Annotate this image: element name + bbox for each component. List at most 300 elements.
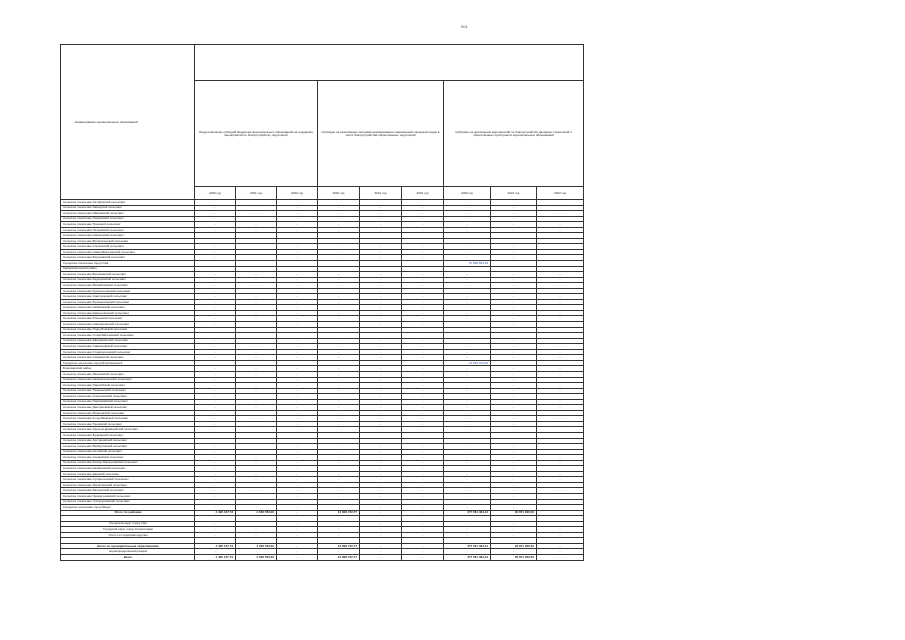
value-cell: - [195, 211, 236, 217]
value-cell: - [195, 355, 236, 361]
value-cell: - [318, 394, 360, 400]
value-cell: - [277, 444, 318, 450]
value-cell: - [360, 216, 402, 222]
value-cell: - [444, 394, 491, 400]
value-cell: - [236, 521, 277, 527]
municipality-name: Сельское поселение Пришибский сельсовет [61, 383, 195, 389]
value-cell: - [195, 471, 236, 477]
value-cell: - [402, 510, 444, 516]
value-cell: - [195, 383, 236, 389]
value-cell: - [318, 477, 360, 483]
value-cell: - [444, 532, 491, 538]
value-cell: - [195, 205, 236, 211]
year-header: 2022 год [537, 187, 584, 200]
value-cell: - [195, 488, 236, 494]
value-cell: - [277, 288, 318, 294]
value-cell: - [360, 505, 402, 511]
year-header: 2020 год [195, 187, 236, 200]
value-cell: - [402, 344, 444, 350]
value-cell: - [444, 444, 491, 450]
value-cell: - [402, 322, 444, 328]
value-cell: - [360, 272, 402, 278]
value-cell: - [236, 222, 277, 228]
value-cell: - [277, 249, 318, 255]
value-cell: - [236, 227, 277, 233]
municipality-name: Сельское поселение Базлыкский сельсовет [61, 488, 195, 494]
year-header: 2022 год [277, 187, 318, 200]
value-cell: - [236, 383, 277, 389]
value-cell: - [195, 444, 236, 450]
value-cell: - [402, 371, 444, 377]
value-cell: - [318, 255, 360, 261]
value-cell: - [444, 244, 491, 250]
value-cell: - [402, 216, 444, 222]
municipality-name: Сельское поселение Старобабичевский сельсовет [61, 333, 195, 339]
value-cell: - [537, 344, 584, 350]
value-cell: - [195, 299, 236, 305]
municipality-name: Сельское поселение Кучербаевский сельсовет [61, 416, 195, 422]
value-cell: - [537, 316, 584, 322]
value-cell: - [537, 205, 584, 211]
value-cell: - [491, 405, 537, 411]
value-cell: - [236, 338, 277, 344]
value-cell: - [491, 216, 537, 222]
value-cell: - [360, 488, 402, 494]
value-cell: - [318, 410, 360, 416]
value-cell: 4 495 447,73 [195, 555, 236, 561]
value-cell: - [360, 477, 402, 483]
value-cell: - [277, 255, 318, 261]
value-cell: - [402, 305, 444, 311]
value-cell: - [195, 366, 236, 372]
value-cell: - [491, 410, 537, 416]
value-cell: - [318, 466, 360, 472]
value-cell: - [444, 366, 491, 372]
value-cell: 47 525 470,00 [444, 360, 491, 366]
value-cell: - [318, 455, 360, 461]
value-cell: 10 828 472,77 [318, 555, 360, 561]
value-cell: - [360, 449, 402, 455]
value-cell: - [236, 482, 277, 488]
value-cell: - [537, 277, 584, 283]
value-cell: - [195, 410, 236, 416]
value-cell: - [402, 466, 444, 472]
value-cell: - [236, 322, 277, 328]
value-cell: 4 046 783,00 [236, 555, 277, 561]
value-cell: - [360, 416, 402, 422]
value-cell: - [444, 371, 491, 377]
value-cell: 4 046 783,00 [236, 543, 277, 549]
value-cell: - [318, 371, 360, 377]
year-header: 2020 год [318, 187, 360, 200]
value-cell: - [195, 527, 236, 533]
value-cell: - [277, 477, 318, 483]
value-cell: - [444, 355, 491, 361]
municipality-name: Сельское поселение Березовский сельсовет [61, 255, 195, 261]
municipality-name: Всего [61, 555, 195, 561]
value-cell: - [236, 277, 277, 283]
value-cell: - [537, 338, 584, 344]
value-cell: - [195, 394, 236, 400]
value-cell: - [360, 444, 402, 450]
value-cell: - [236, 255, 277, 261]
value-cell: - [537, 288, 584, 294]
value-cell: - [402, 355, 444, 361]
value-cell: - [277, 366, 318, 372]
value-cell: - [444, 277, 491, 283]
value-cell: - [491, 222, 537, 228]
value-cell: - [277, 222, 318, 228]
value-cell: - [277, 244, 318, 250]
value-cell: - [318, 405, 360, 411]
value-cell: - [402, 272, 444, 278]
value-cell: - [491, 310, 537, 316]
value-cell: - [360, 421, 402, 427]
value-cell: - [444, 349, 491, 355]
value-cell: - [444, 249, 491, 255]
value-cell: - [537, 532, 584, 538]
value-cell: - [360, 455, 402, 461]
value-cell: - [537, 349, 584, 355]
value-cell: - [195, 421, 236, 427]
value-cell: - [195, 316, 236, 322]
value-cell: - [537, 527, 584, 533]
value-cell: - [318, 294, 360, 300]
value-cell: - [402, 449, 444, 455]
value-cell: - [537, 222, 584, 228]
value-cell: - [360, 249, 402, 255]
value-cell: - [360, 322, 402, 328]
value-cell: - [195, 277, 236, 283]
value-cell: - [402, 310, 444, 316]
value-cell: - [318, 416, 360, 422]
value-cell: - [537, 371, 584, 377]
value-cell: - [318, 505, 360, 511]
value-cell: - [318, 460, 360, 466]
value-cell: - [318, 249, 360, 255]
value-cell: - [318, 482, 360, 488]
value-cell: - [360, 310, 402, 316]
value-cell: - [491, 272, 537, 278]
value-cell: - [318, 322, 360, 328]
value-cell: - [402, 527, 444, 533]
value-cell: - [444, 471, 491, 477]
value-cell: - [491, 455, 537, 461]
municipality-name: Сельское поселение Краснохолмский сельсовет [61, 288, 195, 294]
value-cell: - [277, 216, 318, 222]
value-cell: - [444, 211, 491, 217]
value-cell: - [318, 349, 360, 355]
value-cell: 30 871 000,00 [491, 510, 537, 516]
municipality-name: Сельское поселение Тузлукушевский сельсовет [61, 499, 195, 505]
page-number: 001 [461, 24, 468, 29]
value-cell: - [236, 405, 277, 411]
value-cell: - [236, 249, 277, 255]
value-cell: - [277, 388, 318, 394]
municipality-name: Сельское поселение Воскресенский сельсовет [61, 238, 195, 244]
value-cell: - [402, 377, 444, 383]
value-cell: - [491, 549, 537, 555]
value-cell: 10 828 472,77 [318, 510, 360, 516]
value-cell: - [444, 388, 491, 394]
value-cell: - [236, 283, 277, 289]
value-cell: - [537, 399, 584, 405]
value-cell: - [444, 549, 491, 555]
value-cell: - [360, 344, 402, 350]
value-cell: - [402, 505, 444, 511]
value-cell: - [402, 205, 444, 211]
value-cell: 30 871 000,00 [491, 543, 537, 549]
value-cell: - [537, 216, 584, 222]
municipality-name: Сельское поселение Сахаевский сельсовет [61, 355, 195, 361]
municipality-name: Сельское поселение Удельно-Дуванейский сельсовет [61, 427, 195, 433]
value-cell: - [195, 505, 236, 511]
value-cell: - [444, 227, 491, 233]
value-cell: - [402, 410, 444, 416]
municipality-name: Городской округ город Уфа [61, 521, 195, 527]
value-cell: - [277, 455, 318, 461]
value-cell: - [360, 205, 402, 211]
year-header: 2021 год [360, 187, 402, 200]
value-cell: - [537, 455, 584, 461]
value-cell: - [195, 449, 236, 455]
value-cell: - [360, 222, 402, 228]
value-cell: - [491, 249, 537, 255]
value-cell: - [236, 349, 277, 355]
value-cell: - [236, 371, 277, 377]
value-cell: - [402, 338, 444, 344]
municipality-name: Сельское поселение Троицкий сельсовет [61, 222, 195, 228]
name-column-header: Наименование муниципальных образований [61, 45, 195, 200]
value-cell: - [318, 355, 360, 361]
value-cell: - [444, 255, 491, 261]
value-cell: - [491, 244, 537, 250]
value-cell: - [236, 288, 277, 294]
value-cell: - [318, 471, 360, 477]
value-cell: - [537, 283, 584, 289]
value-cell: - [195, 416, 236, 422]
value-cell: 477 561 484,44 [444, 510, 491, 516]
value-cell: - [444, 405, 491, 411]
value-cell: - [444, 493, 491, 499]
value-cell: - [236, 394, 277, 400]
value-cell: - [537, 510, 584, 516]
value-cell: - [402, 477, 444, 483]
value-cell: - [360, 410, 402, 416]
value-cell: - [360, 377, 402, 383]
value-cell: - [195, 388, 236, 394]
group-header-1: Предоставление субсидий бюджетам муниципальных образований на поддержку мероприятий по благоустройству территорий [195, 81, 318, 187]
municipality-name: Сельское поселение Сухореченский сельсовет [61, 477, 195, 483]
value-cell: - [195, 477, 236, 483]
value-cell: - [402, 244, 444, 250]
value-cell: - [277, 543, 318, 549]
value-cell: - [444, 410, 491, 416]
value-cell: - [402, 532, 444, 538]
value-cell: - [444, 527, 491, 533]
value-cell: - [360, 460, 402, 466]
value-cell: - [444, 482, 491, 488]
value-cell: - [195, 371, 236, 377]
value-cell: - [537, 482, 584, 488]
value-cell: - [360, 366, 402, 372]
municipality-name: Сельское поселение Покровский сельсовет [61, 216, 195, 222]
value-cell: - [318, 399, 360, 405]
value-cell: - [277, 466, 318, 472]
value-cell: - [236, 410, 277, 416]
value-cell: - [318, 344, 360, 350]
value-cell: - [444, 205, 491, 211]
value-cell: - [402, 460, 444, 466]
value-cell: - [318, 305, 360, 311]
value-cell: - [360, 466, 402, 472]
value-cell: - [491, 205, 537, 211]
value-cell: - [491, 366, 537, 372]
value-cell: - [236, 344, 277, 350]
value-cell: - [236, 455, 277, 461]
value-cell: - [277, 322, 318, 328]
value-cell: - [236, 493, 277, 499]
value-cell: - [402, 388, 444, 394]
value-cell: - [277, 294, 318, 300]
value-cell: - [318, 449, 360, 455]
value-cell: - [195, 244, 236, 250]
value-cell: - [402, 421, 444, 427]
municipality-name: Сельское поселение Буздякский сельсовет [61, 432, 195, 438]
value-cell: - [236, 305, 277, 311]
subsidy-table [60, 44, 584, 561]
value-cell: - [318, 244, 360, 250]
municipality-name: Сельское поселение Кадыровский сельсовет [61, 277, 195, 283]
value-cell: - [444, 505, 491, 511]
municipality-name: Сельское поселение Демский сельсовет [61, 471, 195, 477]
value-cell: - [195, 305, 236, 311]
value-cell: - [318, 299, 360, 305]
value-cell: - [537, 299, 584, 305]
value-cell: - [537, 366, 584, 372]
value-cell: - [318, 277, 360, 283]
municipality-name: Сельское поселение Новотроицкий сельсовет [61, 294, 195, 300]
value-cell: - [318, 488, 360, 494]
value-cell: - [360, 471, 402, 477]
value-cell: - [195, 288, 236, 294]
value-cell: - [277, 283, 318, 289]
value-cell: - [537, 549, 584, 555]
value-cell: - [360, 305, 402, 311]
value-cell: - [402, 288, 444, 294]
value-cell: - [444, 455, 491, 461]
value-cell: - [537, 543, 584, 549]
value-cell: - [236, 477, 277, 483]
municipality-name: Сельское поселение Алексеевский сельсовет [61, 394, 195, 400]
value-cell: - [402, 543, 444, 549]
value-cell: - [277, 377, 318, 383]
value-cell: - [537, 249, 584, 255]
value-cell: - [236, 466, 277, 472]
municipality-name: Сельское поселение Подлубовский сельсовет [61, 327, 195, 333]
value-cell: - [360, 527, 402, 533]
value-cell: - [195, 460, 236, 466]
value-cell: 4 046 783,00 [236, 510, 277, 516]
value-cell: - [236, 294, 277, 300]
value-cell: - [236, 216, 277, 222]
value-cell: 477 561 484,44 [444, 555, 491, 561]
value-cell: - [277, 421, 318, 427]
municipality-name: Городское поселение город Благовещенск [61, 360, 195, 366]
value-cell: - [537, 405, 584, 411]
value-cell: - [277, 399, 318, 405]
value-cell: - [318, 444, 360, 450]
value-cell: - [402, 222, 444, 228]
value-cell: - [537, 555, 584, 561]
value-cell: - [491, 322, 537, 328]
municipality-name: Сельское поселение Октябрьский сельсовет [61, 200, 195, 206]
value-cell: - [444, 344, 491, 350]
value-cell: - [277, 355, 318, 361]
municipality-name: Сельское поселение Бузовьязовский сельсовет [61, 299, 195, 305]
value-cell: - [236, 205, 277, 211]
value-cell: - [444, 488, 491, 494]
value-cell: - [277, 482, 318, 488]
value-cell: - [402, 455, 444, 461]
value-cell: - [236, 299, 277, 305]
value-cell: 4 495 447,73 [195, 543, 236, 549]
value-cell: - [360, 283, 402, 289]
year-header: 2020 год [444, 187, 491, 200]
value-cell: - [444, 416, 491, 422]
value-cell: - [236, 471, 277, 477]
value-cell: - [195, 283, 236, 289]
value-cell: - [402, 349, 444, 355]
value-cell: - [537, 227, 584, 233]
value-cell: - [318, 421, 360, 427]
value-cell: - [318, 211, 360, 217]
value-cell: - [277, 371, 318, 377]
municipality-name: Городское поселение город Янаул [61, 505, 195, 511]
value-cell: - [537, 310, 584, 316]
value-cell: - [277, 521, 318, 527]
value-cell: 10 828 472,77 [318, 543, 360, 549]
value-cell: - [277, 211, 318, 217]
municipality-name: Сельское поселение Кабаковский сельсовет [61, 305, 195, 311]
value-cell: - [444, 421, 491, 427]
municipality-name: Сельское поселение Бишкаинский сельсовет [61, 272, 195, 278]
value-cell: - [236, 399, 277, 405]
value-cell: 477 561 484,44 [444, 543, 491, 549]
value-cell: - [360, 244, 402, 250]
value-cell: - [236, 488, 277, 494]
value-cell: - [402, 493, 444, 499]
value-cell: 4 495 447,73 [195, 510, 236, 516]
value-cell: - [360, 288, 402, 294]
value-cell: - [318, 216, 360, 222]
value-cell: - [277, 471, 318, 477]
value-cell: - [277, 305, 318, 311]
value-cell: - [360, 277, 402, 283]
value-cell: - [277, 505, 318, 511]
value-cell: - [277, 394, 318, 400]
value-cell: - [444, 521, 491, 527]
municipality-name: Сельское поселение Кашкалашинский сельсовет [61, 377, 195, 383]
value-cell: - [360, 211, 402, 217]
value-cell: - [318, 288, 360, 294]
value-cell: - [277, 449, 318, 455]
value-cell: - [318, 493, 360, 499]
value-cell: - [402, 444, 444, 450]
value-cell: - [537, 211, 584, 217]
value-cell: - [318, 527, 360, 533]
municipality-name: Сельское поселение Новомусинский сельсовет [61, 322, 195, 328]
